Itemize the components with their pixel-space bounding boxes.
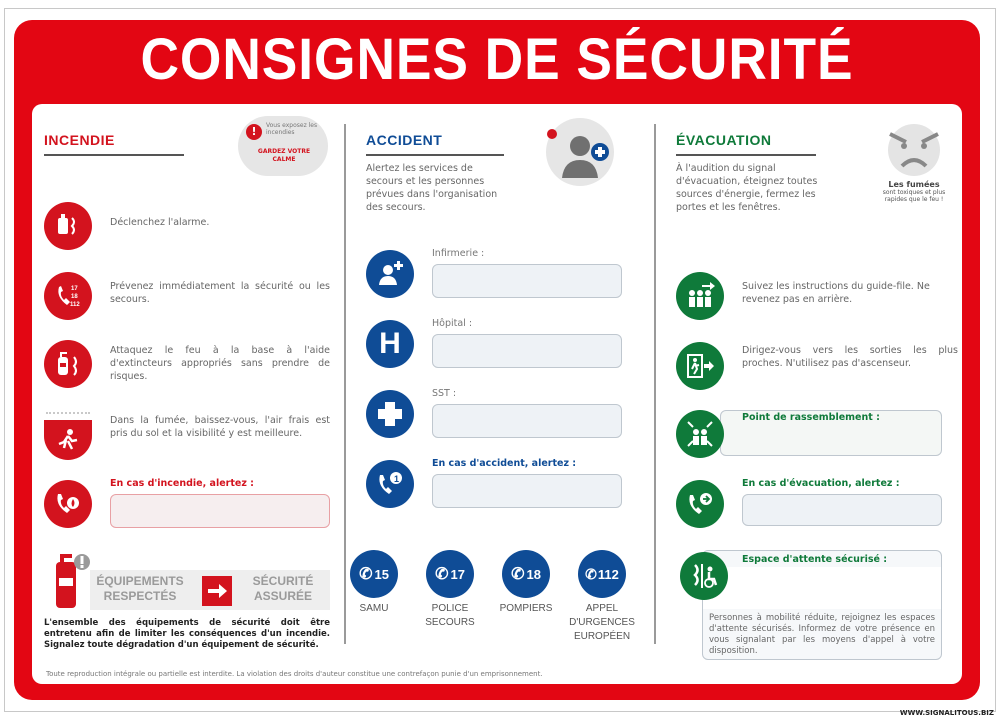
incendie-rule — [44, 154, 184, 156]
pompiers-number: 18 — [526, 566, 541, 582]
phone-accident-icon — [366, 460, 414, 508]
accident-alert-label: En cas d'accident, alertez : — [432, 458, 577, 469]
assembly-point-label: Point de rassemblement : — [742, 412, 880, 423]
samu-phone-icon: ✆ 15 — [350, 550, 398, 598]
evacuation-item-text: Suivez les instructions du guide-file. Ne revenez pas en arrière. — [742, 281, 930, 305]
police-phone-icon: ✆ 17 — [426, 550, 474, 598]
equipment-right-text: SÉCURITÉ ASSURÉE — [252, 574, 314, 603]
content-panel — [32, 104, 962, 684]
accident-field-label: Hôpital : — [432, 318, 473, 329]
safe-waiting-area-icon — [680, 552, 728, 600]
phone-fire-icon — [44, 480, 92, 528]
waiting-area-input[interactable] — [703, 567, 941, 609]
european-label: APPEL D'URGENCES EUROPÉEN — [569, 603, 635, 642]
incendie-alert-input[interactable] — [110, 494, 330, 528]
accident-field-label: SST : — [432, 388, 457, 399]
evacuation-alert-label: En cas d'évacuation, alertez : — [742, 478, 900, 489]
evacuation-rule — [676, 154, 816, 156]
calm-badge-top-text: Vous exposez les incendies — [266, 122, 318, 136]
incendie-alert-label: En cas d'incendie, alertez : — [110, 478, 254, 489]
accident-heading: ACCIDENT — [366, 132, 443, 148]
incendie-section — [32, 104, 342, 650]
exclamation-icon: ! — [246, 124, 262, 140]
incendie-item-text: Dans la fumée, baissez-vous, l'air frais est pris du sol et la visibilité y est meilleure. — [110, 415, 330, 439]
incendie-item-text: Prévenez immédiatement la sécurité ou les secours. — [110, 281, 330, 305]
evacuation-heading: ÉVACUATION — [676, 132, 772, 148]
copyright-footer: Toute reproduction intégrale ou partielle est interdite. La violation des droits d'auteur constitue une contrefaçon punie d'un emprisonnement. — [46, 670, 543, 678]
phone-evacuation-icon — [676, 480, 724, 528]
evacuation-intro: À l'audition du signal d'évacuation, éteignez toutes sources d'énergie, fermez les portes et les fenêtres. — [676, 163, 818, 213]
police-number: 17 — [450, 566, 465, 582]
european-emergency-phone-icon: ✆ 112 — [578, 550, 626, 598]
equipment-left-text: ÉQUIPEMENTS RESPECTÉS — [96, 574, 184, 603]
incendie-item-text: Déclenchez l'alarme. — [110, 217, 210, 228]
hospital-icon: H — [366, 320, 414, 368]
police-label: POLICE SECOURS — [425, 603, 475, 628]
calm-badge — [238, 116, 328, 176]
smoke-line — [46, 412, 90, 418]
fire-extinguisher-icon — [44, 340, 92, 388]
waiting-area-box — [702, 550, 942, 660]
smoke-badge-text: sont toxiques et plus rapides que le feu ! — [882, 189, 946, 203]
waiting-area-note: Personnes à mobilité réduite, rejoignez les espaces d'attente sécurisés. Informez de votre présence en vous signalant par les moyens d'appel à votre disposition. — [709, 613, 935, 656]
european-number: 112 — [597, 566, 619, 582]
first-aid-cross-icon — [366, 390, 414, 438]
phone-emergency-icon — [44, 272, 92, 320]
equipment-banner — [90, 570, 330, 610]
safety-sign — [14, 20, 980, 700]
waiting-area-label: Espace d'attente sécurisé : — [742, 554, 888, 565]
group-follow-icon — [676, 272, 724, 320]
emergency-exit-icon — [676, 342, 724, 390]
person-phone-medical-icon — [546, 118, 614, 186]
arrow-right-icon — [202, 576, 232, 606]
accident-intro: Alertez les services de secours et les personnes prévues dans l'organisation des secours. — [366, 163, 498, 213]
samu-number: 15 — [374, 566, 389, 582]
page-title: CONSIGNES DE SÉCURITÉ — [140, 27, 854, 92]
svg-text:1: 1 — [394, 474, 400, 484]
evacuation-alert-input[interactable] — [742, 494, 942, 526]
incendie-heading: INCENDIE — [44, 132, 115, 148]
evacuation-item-text: Dirigez-vous vers les sorties les plus proches. N'utilisez pas d'ascenseur. — [742, 345, 958, 369]
smoke-badge-title: Les fumées — [888, 180, 940, 189]
calm-badge-bottom-text: GARDEZ VOTRE CALME — [257, 148, 311, 163]
accident-field-label: Infirmerie : — [432, 248, 485, 259]
smoke-crouch-icon — [44, 420, 92, 460]
hopital-input[interactable] — [432, 334, 622, 368]
accident-section — [346, 104, 646, 644]
angry-smoke-icon — [876, 116, 952, 180]
svg-text:18: 18 — [71, 294, 78, 300]
evacuation-section — [656, 104, 962, 656]
equipment-note: L'ensemble des équipements de sécurité doit être entretenu afin de limiter les conséquences d'un incendie. Signalez toute dégradation d'un équipement de sécurité. — [44, 618, 330, 650]
smoke-warning-badge — [876, 116, 952, 226]
nurse-icon — [366, 250, 414, 298]
pompiers-label: POMPIERS — [499, 603, 553, 614]
sst-input[interactable] — [432, 404, 622, 438]
incendie-item-text: Attaquez le feu à la base à l'aide d'extincteurs appropriés sans prendre de risques. — [110, 345, 330, 382]
infirmerie-input[interactable] — [432, 264, 622, 298]
accident-rule — [366, 154, 504, 156]
website-url: WWW.SIGNALITOUS.BIZ — [899, 709, 994, 717]
accident-alert-input[interactable] — [432, 474, 622, 508]
samu-label: SAMU — [359, 603, 389, 614]
extinguisher-warning-icon — [52, 552, 86, 610]
fire-alarm-icon — [44, 202, 92, 250]
assembly-point-icon — [676, 410, 724, 458]
svg-text:112: 112 — [70, 302, 80, 308]
svg-text:17: 17 — [71, 286, 78, 292]
pompiers-phone-icon: ✆ 18 — [502, 550, 550, 598]
